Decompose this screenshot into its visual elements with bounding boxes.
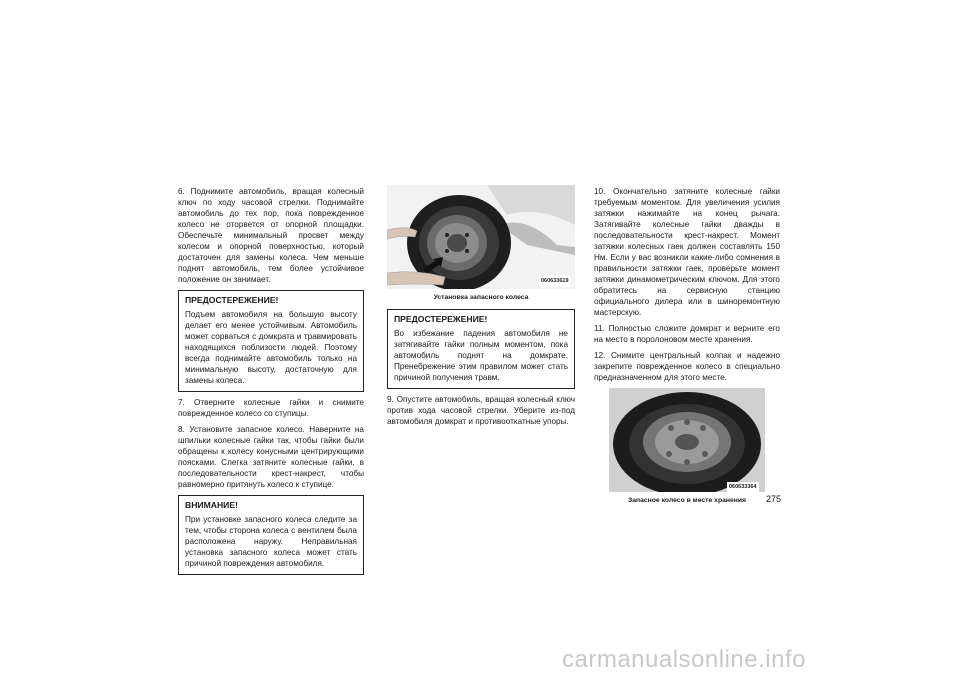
figure-code: 060633619 xyxy=(539,276,571,287)
caution-box-valve xyxy=(178,495,364,575)
spare-wheel-storage-photo xyxy=(609,388,765,492)
figure-code: 060633364 xyxy=(727,482,759,492)
warning-text: Во избежание падения автомобиля не затягивайте гайки полным моментом, пока автомобиль поднят на домкрате. Пренебрежение этим правилом может стать причиной получения травм. xyxy=(394,329,568,382)
column-right xyxy=(594,186,780,512)
tire-install-illustration xyxy=(387,185,575,289)
caution-title: ВНИМАНИЕ! xyxy=(185,500,238,510)
step-10-text: 10. Окончательно затяните колесные гайки требуемым моментом. Для увеличения усилия затяжки нажимайте на конец рычага. Затягивайте колесные гайки дважды в последовательности крест-накрест. Момент затяжки колесных гаек должен составлять 150 Нм. Если у вас возникли какие-либо сомнения в правильности затяжки гаек, проверьте момент затяжки динамометрическим ключом. Для этого обратитесь на сервисную станцию официального дилера или в шиноремонтную мастерскую. xyxy=(594,187,780,317)
step-7-text: 7. Отверните колесные гайки и снимите поврежденное колесо со ступицы. xyxy=(178,398,364,418)
step-11-text: 11. Полностью сложите домкрат и верните его на место в поролоновом месте хранения. xyxy=(594,324,780,344)
tire-storage-illustration xyxy=(609,388,765,492)
step-6-text: 6. Поднимите автомобиль, вращая колесный ключ по ходу часовой стрелки. Поднимайте автомобиль до тех пор, пока поврежденное колесо не оторвется от опорной площадки. Обеспечьте минимальный просвет между колесом и опорной поверхностью, который достаточен для замены колеса. Чем меньше поднят автомобиль, тем более устойчивое положение он занимает. xyxy=(178,187,364,284)
step-8-text: 8. Установите запасное колесо. Наверните на шпильки колесные гайки так, чтобы гайки были обращены к колесу конусными центрирующими поясками. Слегка затяните колесные гайки, в последовательности крест-накрест, чтобы равномерно притянуть колесо к ступице. xyxy=(178,425,364,489)
figure-caption-install: Установка запасного колеса xyxy=(433,294,529,301)
page-number: 275 xyxy=(766,494,782,504)
column-left xyxy=(178,186,364,580)
warning-text: Подъем автомобиля на большую высоту делает его менее устойчивым. Автомобиль может сорваться с домкрата и травмировать находящихся поблизости людей. Поэтому всегда поднимайте автомобиль только на минимальную высоту, достаточную для замены колеса. xyxy=(185,310,357,385)
step-12-text: 12. Снимите центральный колпак и надежно закрепите поврежденное колесо в специально предназначенном для этого месте. xyxy=(594,351,780,382)
warning-box-lift-height xyxy=(178,290,364,392)
column-middle xyxy=(387,186,575,432)
figure-caption-storage: Запасное колесо в месте хранения xyxy=(627,497,747,504)
caution-text: При установке запасного колеса следите за тем, чтобы сторона колеса с вентилем была расположена наружу. Неправильная установка запасного колеса может стать причиной повреждения автомобиля. xyxy=(185,515,357,568)
warning-box-torque xyxy=(387,309,575,389)
spare-wheel-install-photo xyxy=(387,185,575,289)
step-9-text: 9. Опустите автомобиль, вращая колесный ключ против хода часовой стрелки. Уберите из-под автомобиля домкрат и противооткатные упоры. xyxy=(387,395,575,426)
warning-title: ПРЕДОСТЕРЕЖЕНИЕ! xyxy=(185,295,279,305)
warning-title: ПРЕДОСТЕРЕЖЕНИЕ! xyxy=(394,314,488,324)
watermark: carmanualsonline.info xyxy=(562,646,806,673)
